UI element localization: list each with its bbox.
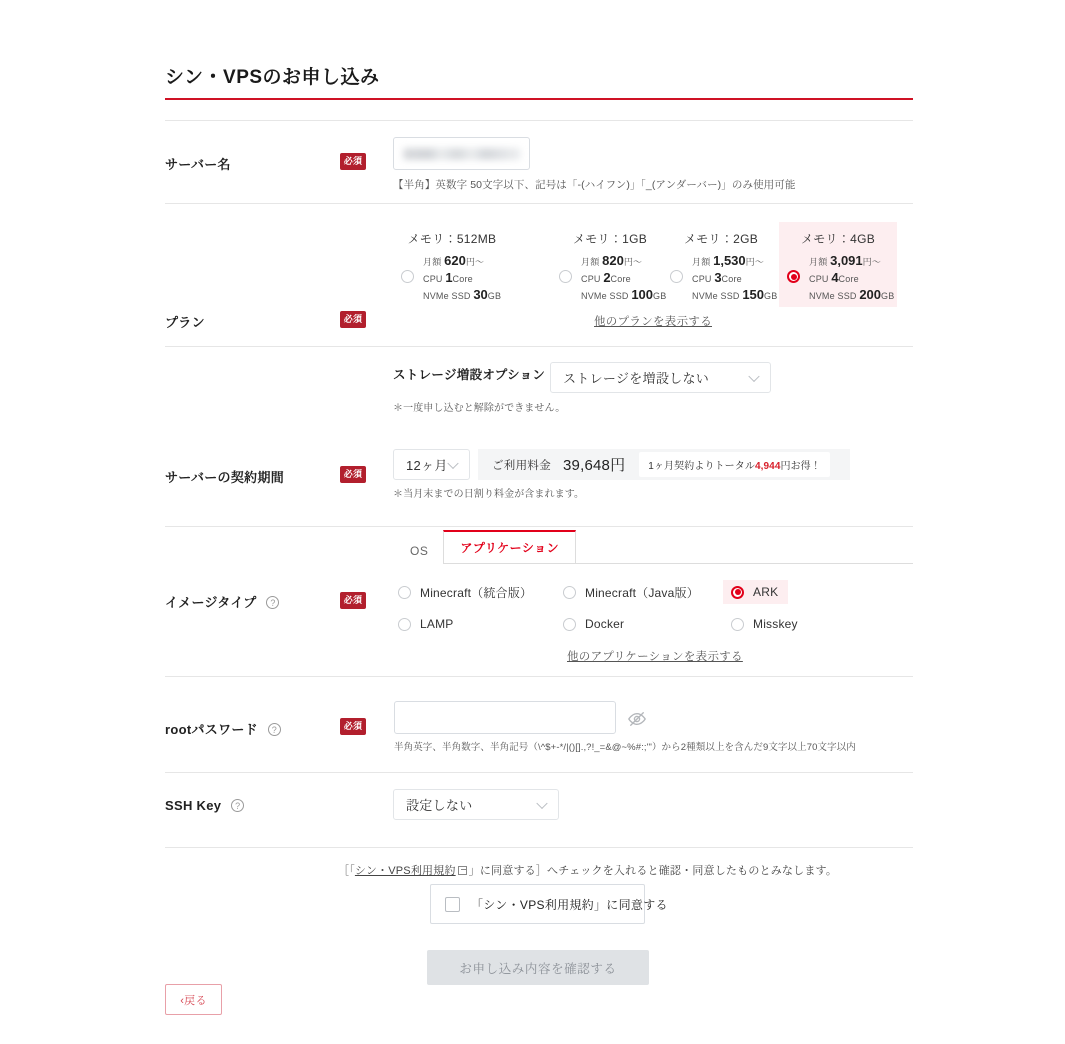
contract-period-required-badge: 必須 bbox=[340, 466, 366, 483]
header-divider bbox=[165, 120, 913, 121]
fee-bar bbox=[478, 449, 850, 480]
plan-ssd-suffix: GB bbox=[653, 291, 667, 301]
plan-ssd-suffix: GB bbox=[764, 291, 778, 301]
root-password-label: rootパスワード ? bbox=[165, 719, 281, 738]
terms-link[interactable]: シン・VPS利用規約 bbox=[354, 865, 456, 877]
app-radio-lamp[interactable] bbox=[398, 618, 411, 631]
plan-cpu-prefix: CPU bbox=[581, 274, 601, 284]
plan-price: 820 bbox=[602, 253, 624, 268]
terms-agree-checkbox[interactable] bbox=[445, 897, 460, 912]
row-server-name bbox=[165, 127, 913, 204]
storage-option-note: ＊一度申し込むと解除ができません。 bbox=[393, 403, 566, 414]
plan-cpu-prefix: CPU bbox=[423, 274, 443, 284]
storage-option-select[interactable] bbox=[550, 362, 771, 393]
plan-card-512mb[interactable] bbox=[393, 222, 511, 307]
plan-required-badge: 必須 bbox=[340, 311, 366, 328]
plan-price-suffix: 円～ bbox=[862, 257, 882, 267]
plan-ssd-suffix: GB bbox=[487, 291, 502, 301]
plan-card-1gb[interactable] bbox=[551, 222, 669, 307]
ssh-key-label: SSH Key ? bbox=[165, 798, 244, 813]
storage-option-selected-value: ストレージを増設しない bbox=[563, 371, 710, 386]
terms-note bbox=[338, 862, 837, 878]
external-link-icon bbox=[458, 866, 467, 875]
plan-cpu: 1 bbox=[445, 270, 453, 285]
image-type-label: イメージタイプ ? bbox=[165, 592, 279, 611]
contract-period-note: ＊当月末までの日割り料金が含まれます。 bbox=[393, 489, 585, 500]
app-option-label: Minecraft（統合版） bbox=[420, 585, 533, 600]
root-password-help-icon[interactable]: ? bbox=[268, 723, 281, 736]
submit-button[interactable]: お申し込み内容を確認する bbox=[427, 950, 649, 985]
plan-radio-1gb[interactable] bbox=[559, 270, 572, 283]
plan-price-prefix: 月額 bbox=[423, 257, 442, 267]
terms-note-prefix: ［「 bbox=[338, 865, 355, 877]
discount-suffix: 円お得！ bbox=[780, 461, 821, 472]
plan-ssd-prefix: NVMe SSD bbox=[423, 291, 471, 301]
plan-label: プラン bbox=[165, 315, 205, 330]
plan-ssd-suffix: GB bbox=[881, 291, 895, 301]
plan-cpu-prefix: CPU bbox=[809, 274, 829, 284]
plan-price: 620 bbox=[444, 253, 466, 268]
app-option-misskey[interactable] bbox=[731, 612, 808, 636]
plan-memory: メモリ：4GB bbox=[800, 232, 876, 246]
plan-radio-2gb[interactable] bbox=[670, 270, 683, 283]
server-name-redacted-value bbox=[403, 148, 521, 160]
app-option-label: ARK bbox=[753, 585, 779, 599]
ssh-key-selected-value: 設定しない bbox=[406, 798, 473, 813]
image-type-help-icon[interactable]: ? bbox=[266, 596, 279, 609]
app-radio-minecraft-bedrock[interactable] bbox=[398, 586, 411, 599]
plan-price-prefix: 月額 bbox=[809, 257, 828, 267]
show-other-applications-link[interactable]: 他のアプリケーションを表示する bbox=[567, 651, 743, 663]
app-radio-misskey[interactable] bbox=[731, 618, 744, 631]
plan-ssd: 150 bbox=[742, 287, 765, 302]
discount-prefix: 1ヶ月契約よりトータル bbox=[648, 461, 755, 472]
app-option-lamp[interactable] bbox=[398, 612, 463, 636]
eye-off-icon[interactable] bbox=[627, 709, 647, 729]
root-password-input[interactable] bbox=[394, 701, 616, 734]
app-option-ark[interactable] bbox=[723, 580, 788, 604]
plan-card-4gb[interactable] bbox=[779, 222, 897, 307]
fee-amount: 39,648円 bbox=[563, 457, 626, 474]
plan-ssd: 100 bbox=[631, 287, 654, 302]
server-name-required-badge: 必須 bbox=[340, 153, 366, 170]
server-name-hint: 【半角】英数字 50文字以下、記号は「-(ハイフン)」「_(アンダーバー)」のみ使用可能 bbox=[393, 179, 796, 191]
plan-ssd-prefix: NVMe SSD bbox=[581, 291, 629, 301]
plan-memory: メモリ：512MB bbox=[407, 232, 497, 246]
title-underline bbox=[165, 98, 913, 100]
show-other-plans-link[interactable]: 他のプランを表示する bbox=[594, 316, 712, 328]
plan-price-suffix: 円～ bbox=[465, 257, 485, 267]
app-option-label: Docker bbox=[585, 617, 625, 631]
storage-option-label: ストレージ増設オプション bbox=[393, 365, 568, 383]
image-type-required-badge: 必須 bbox=[340, 592, 366, 609]
discount-amount: 4,944 bbox=[754, 461, 781, 472]
plan-price-suffix: 円～ bbox=[623, 257, 643, 267]
chevron-down-icon bbox=[447, 457, 458, 468]
terms-note-suffix: 」に同意する］へチェックを入れると確認・同意したものとみなします。 bbox=[468, 865, 838, 877]
contract-period-select[interactable] bbox=[393, 449, 470, 480]
plan-price: 1,530 bbox=[713, 253, 746, 268]
root-password-required-badge: 必須 bbox=[340, 718, 366, 735]
plan-memory: メモリ：2GB bbox=[683, 232, 759, 246]
app-option-minecraft-bedrock[interactable] bbox=[398, 580, 542, 604]
plan-cpu: 4 bbox=[831, 270, 839, 285]
plan-cpu-suffix: Core bbox=[838, 274, 859, 284]
page-title: シン・VPSのお申し込み bbox=[165, 67, 380, 88]
plan-ssd-prefix: NVMe SSD bbox=[692, 291, 740, 301]
plan-price-prefix: 月額 bbox=[581, 257, 600, 267]
plan-ssd: 200 bbox=[859, 287, 882, 302]
app-radio-ark[interactable] bbox=[731, 586, 744, 599]
discount-badge bbox=[639, 452, 830, 477]
server-name-label: サーバー名 bbox=[165, 157, 231, 172]
app-radio-docker[interactable] bbox=[563, 618, 576, 631]
plan-cpu-suffix: Core bbox=[610, 274, 631, 284]
plan-ssd-prefix: NVMe SSD bbox=[809, 291, 857, 301]
app-option-label: Misskey bbox=[753, 617, 798, 631]
fee-label: ご利用料金 bbox=[492, 459, 551, 472]
back-button-label: 戻る bbox=[184, 994, 207, 1007]
chevron-down-icon bbox=[536, 797, 547, 808]
app-option-minecraft-java[interactable] bbox=[563, 580, 709, 604]
contract-period-label: サーバーの契約期間 bbox=[165, 470, 285, 485]
terms-agree-label: 「シン・VPS利用規約」に同意する bbox=[471, 897, 668, 912]
tab-os[interactable]: OS bbox=[395, 537, 443, 564]
app-option-label: Minecraft（Java版） bbox=[585, 585, 699, 600]
back-chevron-icon: ‹ bbox=[180, 994, 185, 1007]
page-header bbox=[165, 62, 913, 121]
plan-price-suffix: 円～ bbox=[745, 257, 765, 267]
app-radio-minecraft-java[interactable] bbox=[563, 586, 576, 599]
plan-cpu: 3 bbox=[714, 270, 722, 285]
plan-cpu-suffix: Core bbox=[721, 274, 742, 284]
plan-radio-512mb[interactable] bbox=[401, 270, 414, 283]
plan-price: 3,091 bbox=[830, 253, 863, 268]
plan-cpu-suffix: Core bbox=[452, 274, 473, 284]
app-option-docker[interactable] bbox=[563, 612, 634, 636]
back-button[interactable] bbox=[165, 984, 222, 1015]
contract-period-value: 12ヶ月 bbox=[406, 458, 448, 473]
plan-memory: メモリ：1GB bbox=[572, 232, 648, 246]
image-type-tabs bbox=[395, 535, 913, 564]
plan-radio-4gb[interactable] bbox=[787, 270, 800, 283]
ssh-key-help-icon[interactable]: ? bbox=[231, 799, 244, 812]
plan-cpu: 2 bbox=[603, 270, 611, 285]
plan-card-2gb[interactable] bbox=[662, 222, 780, 307]
plan-cpu-prefix: CPU bbox=[692, 274, 712, 284]
terms-agree-box[interactable] bbox=[430, 884, 668, 924]
root-password-hint: 半角英字、半角数字、半角記号（\^$+-*/|()[].,?!_=&@~%#:;'"）から2種類以上を含んだ9文字以上70文字以内 bbox=[394, 742, 856, 753]
chevron-down-icon bbox=[748, 370, 759, 381]
plan-price-prefix: 月額 bbox=[692, 257, 711, 267]
app-option-label: LAMP bbox=[420, 617, 454, 631]
tab-application[interactable]: アプリケーション bbox=[443, 530, 576, 564]
plan-ssd: 30 bbox=[473, 287, 488, 302]
ssh-key-select[interactable] bbox=[393, 789, 559, 820]
